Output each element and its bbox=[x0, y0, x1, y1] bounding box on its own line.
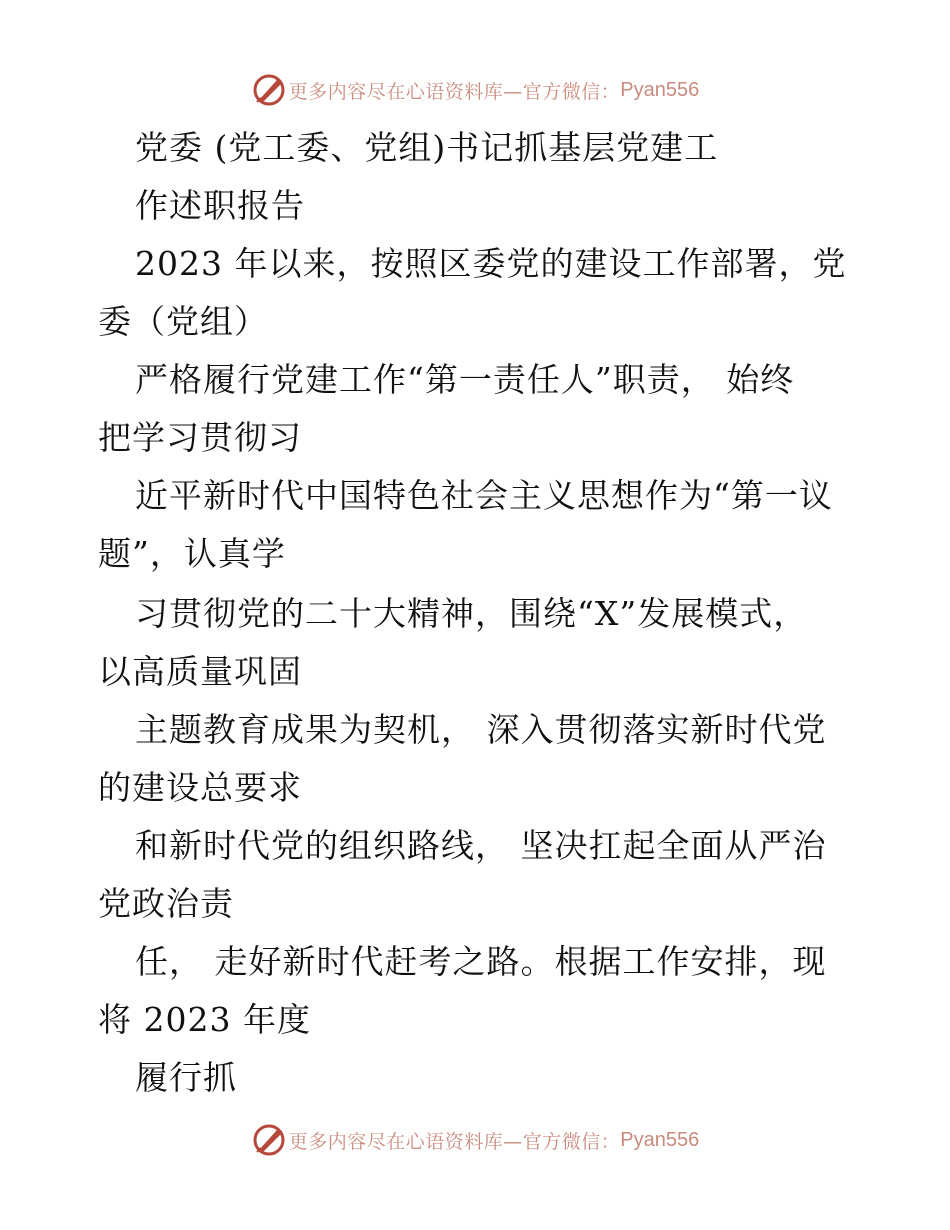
paragraph-line: 和新时代党的组织路线， 坚决扛起全面从严治 bbox=[135, 826, 827, 865]
paragraph-line: 将 2023 年度 bbox=[98, 1000, 311, 1039]
title-line-1: 党委 (党工委、党组)书记抓基层党建工 bbox=[135, 128, 719, 167]
paragraph-line: 题”，认真学 bbox=[98, 534, 286, 573]
watermark-wechat-id: Pyan556 bbox=[620, 1128, 700, 1151]
paragraph-line: 以高质量巩固 bbox=[98, 652, 302, 691]
header-watermark bbox=[0, 70, 950, 110]
paragraph-line: 党政治责 bbox=[98, 884, 234, 923]
watermark-wechat-id: Pyan556 bbox=[620, 78, 700, 101]
paragraph-line: 的建设总要求 bbox=[98, 768, 302, 807]
paragraph-line: 2023 年以来，按照区委党的建设工作部署，党 bbox=[135, 244, 847, 283]
feather-pen-logo-icon bbox=[251, 1122, 287, 1158]
watermark-text: 更多内容尽在心语资料库—官方微信： bbox=[288, 1130, 621, 1153]
feather-pen-logo-icon bbox=[251, 72, 287, 108]
title-line-2: 作述职报告 bbox=[135, 186, 305, 225]
watermark-text: 更多内容尽在心语资料库—官方微信： bbox=[288, 80, 621, 103]
footer-watermark bbox=[0, 1120, 950, 1160]
paragraph-line: 主题教育成果为契机， 深入贯彻落实新时代党 bbox=[135, 710, 827, 749]
paragraph-line: 委（党组） bbox=[98, 302, 268, 341]
paragraph-line: 任， 走好新时代赶考之路。根据工作安排，现 bbox=[135, 942, 827, 981]
paragraph-line: 习贯彻党的二十大精神，围绕“X”发展模式， bbox=[135, 594, 808, 633]
paragraph-line: 履行抓 bbox=[135, 1058, 237, 1097]
paragraph-line: 把学习贯彻习 bbox=[98, 418, 302, 457]
paragraph-line: 严格履行党建工作“第一责任人”职责， 始终 bbox=[135, 360, 795, 399]
paragraph-line: 近平新时代中国特色社会主义思想作为“第一议 bbox=[135, 476, 833, 515]
